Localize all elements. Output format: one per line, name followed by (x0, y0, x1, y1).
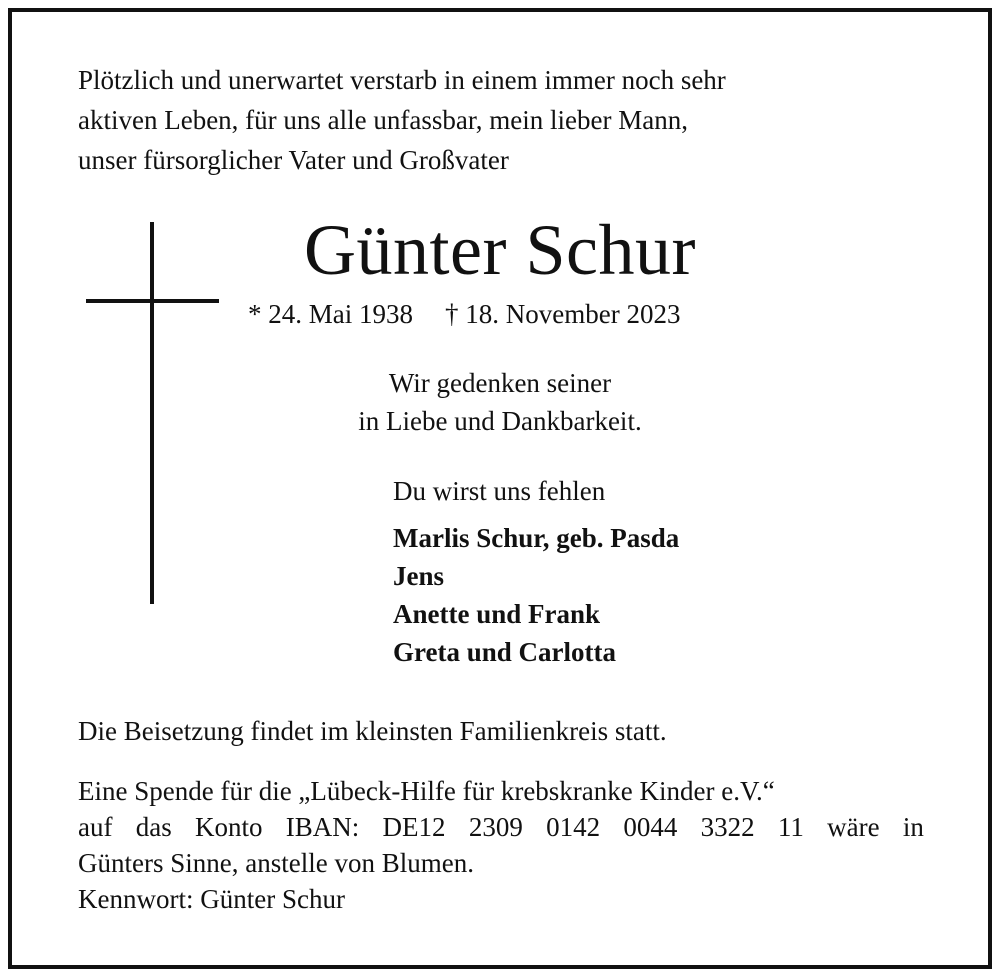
donation-iban-line (78, 809, 924, 845)
family-member: Jens (393, 561, 445, 591)
donation-word: das (135, 812, 172, 842)
death-date: † 18. November 2023 (445, 299, 681, 329)
donation-word: wäre (827, 812, 880, 842)
life-dates (248, 296, 680, 332)
farewell-text: Du wirst uns fehlen (393, 476, 606, 506)
donation-word: DE12 (382, 812, 446, 842)
donation-word: 3322 (700, 812, 755, 842)
donation-line: Eine Spende für die „Lübeck-Hilfe für krebskranke Kinder e.V.“ (78, 776, 775, 806)
donation-word: auf (78, 812, 113, 842)
remembrance-line: Wir gedenken seiner (388, 368, 612, 398)
intro-line: unser fürsorglicher Vater und Großvater (78, 145, 509, 175)
donation-word: 2309 (468, 812, 523, 842)
donation-word: 0142 (546, 812, 601, 842)
donation-notice (78, 773, 924, 917)
family-member: Greta und Carlotta (393, 637, 616, 667)
intro-line: Plötzlich und unerwartet verstarb in einem immer noch sehr (78, 65, 726, 95)
donation-word: IBAN: (285, 812, 360, 842)
donation-word: 11 (777, 812, 804, 842)
intro-text (78, 60, 938, 180)
birth-date: * 24. Mai 1938 (248, 299, 413, 329)
deceased-name: Günter Schur (304, 210, 696, 290)
donation-word: in (902, 812, 924, 842)
cross-icon-horizontal-bar (86, 299, 219, 303)
intro-line: aktiven Leben, für uns alle unfassbar, mein lieber Mann, (78, 105, 688, 135)
burial-notice: Die Beisetzung findet im kleinsten Familienkreis statt. (78, 716, 667, 746)
remembrance-line: in Liebe und Dankbarkeit. (358, 406, 642, 436)
family-member: Anette und Frank (393, 599, 601, 629)
cross-icon-vertical-bar (150, 222, 154, 604)
donation-keyword: Kennwort: Günter Schur (78, 884, 345, 914)
family-list (393, 519, 679, 671)
family-member: Marlis Schur, geb. Pasda (393, 523, 680, 553)
donation-word: 0044 (623, 812, 678, 842)
donation-word: Konto (195, 812, 263, 842)
remembrance-text (260, 364, 740, 440)
donation-line: Günters Sinne, anstelle von Blumen. (78, 848, 474, 878)
